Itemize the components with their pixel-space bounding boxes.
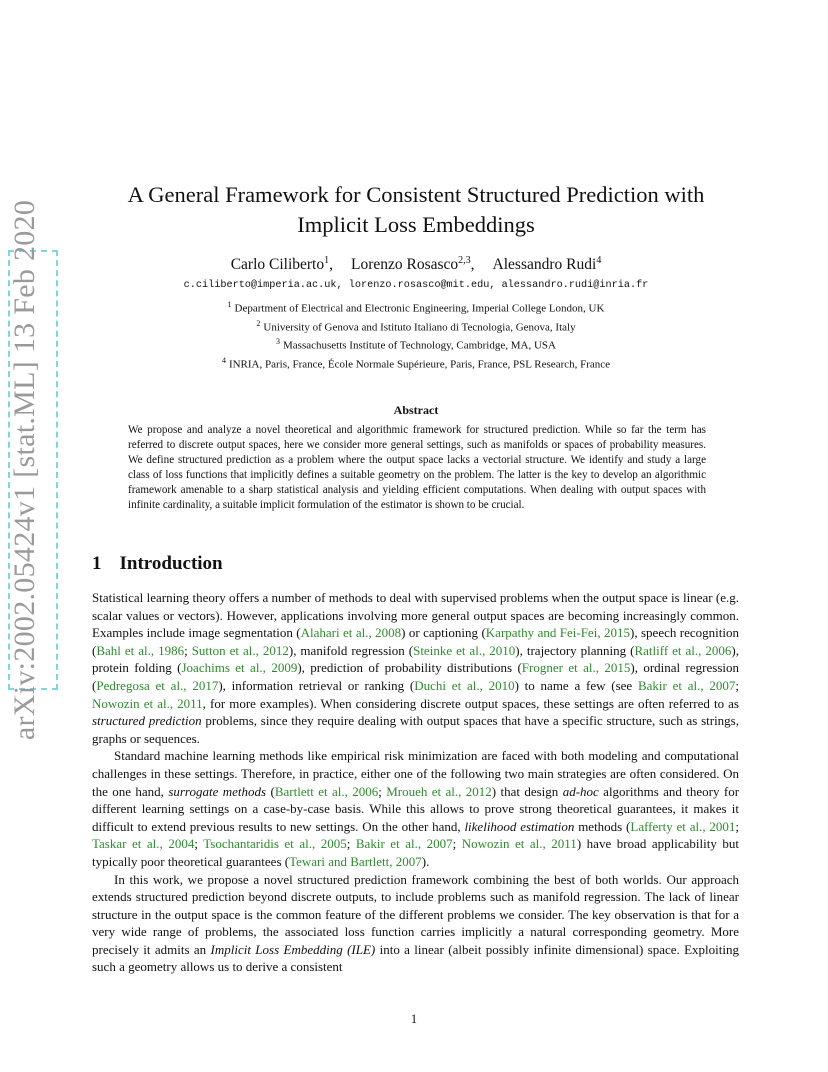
citation-link[interactable]: Nowozin et al., 2011: [461, 836, 577, 852]
citation-link[interactable]: Joachims et al., 2009: [181, 660, 298, 676]
emphasis: likelihood estimation: [464, 818, 575, 834]
citation-link[interactable]: Frogner et al., 2015: [521, 660, 631, 676]
section-number: 1: [92, 553, 102, 574]
author-emails: c.ciliberto@imperia.ac.uk, lorenzo.rosasco@mit.edu, alessandro.rudi@inria.fr: [183, 280, 649, 291]
emphasis: structured prediction: [92, 713, 202, 729]
affiliation-1: [90, 300, 742, 315]
author-name: Lorenzo Rosasco: [350, 256, 459, 274]
author-affiliation-marker: 2,3: [458, 255, 471, 266]
paragraph: Standard machine learning methods like empirical risk minimization are faced with both modeling and computational challenges in these settings. Therefore, in practice, either one of the following two main strategies are often considered. On the one hand, surrogate methods (Bartlett et al., 2006; Mroueh et al., 2012) that design ad-hoc algorithms and theory for different learning settings on a case-by-case basis. While this allows to prove strong theoretical guarantees, it makes it difficult to extend previous results to new settings. On the other hand, likelihood estimation methods (Lafferty et al., 2001; Taskar et al., 2004; Tsochantaridis et al., 2005; Bakir et al., 2007; Nowozin et al., 2011) have broad applicability but typically poor theoretical guarantees (Tewari and Bartlett, 2007).: [92, 748, 740, 869]
arxiv-stamp: arXiv:2002.05424v1 [stat.ML] 13 Feb 2020: [8, 199, 41, 741]
section-title: Introduction: [119, 553, 223, 574]
citation-link[interactable]: Steinke et al., 2010: [413, 642, 516, 658]
citation-link[interactable]: Bakir et al., 2007: [637, 677, 736, 693]
author: Lorenzo Rosasco$^{2,3}$,: [350, 255, 475, 274]
citation-link[interactable]: Bartlett et al., 2006: [274, 783, 379, 799]
affiliation-2: [90, 319, 742, 334]
citation-link[interactable]: Bakir et al., 2007: [355, 836, 453, 852]
emphasis: surrogate methods: [168, 783, 267, 799]
affiliation-text: INRIA, Paris, France, École Normale Supérieure, Paris, France, PSL Research, France: [228, 358, 611, 371]
affiliation-text: University of Genova and Istituto Italiano di Tecnologia, Genova, Italy: [263, 321, 576, 334]
paper-title: A General Framework for Consistent Structured Prediction with Implicit Loss Embeddings: [127, 182, 705, 237]
citation-link[interactable]: Sutton et al., 2012: [191, 642, 289, 658]
affiliation-marker: 1: [227, 300, 232, 309]
affiliation-text: Department of Electrical and Electronic Engineering, Imperial College London, UK: [234, 302, 605, 315]
author-name: Carlo Ciliberto: [230, 256, 325, 274]
body-text: [92, 589, 739, 976]
affiliation-marker: 4: [221, 356, 226, 365]
citation-link[interactable]: Lafferty et al., 2001: [630, 818, 736, 834]
affiliation-3: [90, 337, 742, 352]
author: Carlo Ciliberto$^1$,: [230, 255, 333, 274]
abstract-heading: Abstract: [393, 403, 439, 417]
paragraph: In this work, we propose a novel structured prediction framework combining the best of both worlds. Our approach extends structured prediction beyond discrete outputs, to include problems such as manifold regression. The lack of linear structure in the output space is the common feature of the different problems we consider. The key observation is that for a very wide range of problems, the associated loss function carries implicitly a natural corresponding geometry. More precisely it admits an Implicit Loss Embedding (ILE) into a linear (albeit possibly infinite dimensional) space. Exploiting such a geometry allows us to derive a consistent: [92, 871, 739, 975]
paragraph: Statistical learning theory offers a number of methods to deal with supervised problems when the output space is linear (e.g. scalar values or vectors). However, applications involving more general output spaces are becoming increasingly common. Examples include image segmentation (Alahari et al., 2008) or captioning (Karpathy and Fei-Fei, 2015), speech recognition (Bahl et al., 1986; Sutton et al., 2012), manifold regression (Steinke et al., 2010), trajectory planning (Ratliff et al., 2006), protein folding (Joachims et al., 2009), prediction of probability distributions (Frogner et al., 2015), ordinal regression (Pedregosa et al., 2017), information retrieval or ranking (Duchi et al., 2010) to name a few (see Bakir et al., 2007; Nowozin et al., 2011, for more examples). When considering discrete output spaces, these settings are often referred to as structured prediction problems, since they require dealing with output spaces that have a specific structure, such as strings, graphs or sequences.: [92, 590, 739, 746]
author-affiliation-marker: 1: [324, 255, 330, 266]
emphasis: ad-hoc: [562, 783, 599, 799]
citation-link[interactable]: Tsochantaridis et al., 2005: [203, 836, 347, 852]
citation-link[interactable]: Pedregosa et al., 2017: [96, 677, 219, 693]
emphasis: Implicit Loss Embedding (ILE): [210, 941, 376, 957]
author: [493, 256, 602, 273]
citation-link[interactable]: Mroueh et al., 2012: [386, 783, 492, 799]
affiliation-4: [90, 356, 742, 371]
citation-link[interactable]: Bahl et al., 1986: [96, 642, 185, 658]
affiliation-marker: 2: [256, 319, 261, 328]
affiliation-marker: 3: [276, 337, 280, 346]
citation-link[interactable]: Alahari et al., 2008: [300, 625, 402, 641]
section-heading: [92, 553, 223, 575]
author-list: [90, 255, 742, 274]
author-name: Alessandro Rudi: [492, 256, 597, 274]
citation-link[interactable]: Ratliff et al., 2006: [634, 642, 732, 658]
affiliation-text: Massachusetts Institute of Technology, Cambridge, MA, USA: [283, 339, 556, 352]
citation-link[interactable]: Duchi et al., 2010: [414, 677, 515, 693]
citation-link[interactable]: Taskar et al., 2004: [92, 836, 195, 852]
citation-link[interactable]: Tewari and Bartlett, 2007: [289, 853, 422, 869]
author-affiliation-marker: 4: [596, 255, 602, 266]
abstract-text: We propose and analyze a novel theoretical and algorithmic framework for structured prediction. While so far the term has referred to discrete output spaces, here we consider more general settings, such as manifolds or spaces of probability measures. We define structured prediction as a problem where the output space lacks a vectorial structure. We identify and study a large class of loss functions that implicitly defines a suitable geometry on the problem. The latter is the key to develop an algorithmic framework amenable to a sharp statistical analysis and yielding efficient computations. When dealing with output spaces with infinite cardinality, a suitable implicit formulation of the estimator is shown to be crucial.: [128, 424, 706, 512]
page-number: 1: [410, 1012, 418, 1026]
citation-link[interactable]: Karpathy and Fei-Fei, 2015: [485, 625, 630, 641]
citation-link[interactable]: Nowozin et al., 2011: [92, 695, 203, 711]
